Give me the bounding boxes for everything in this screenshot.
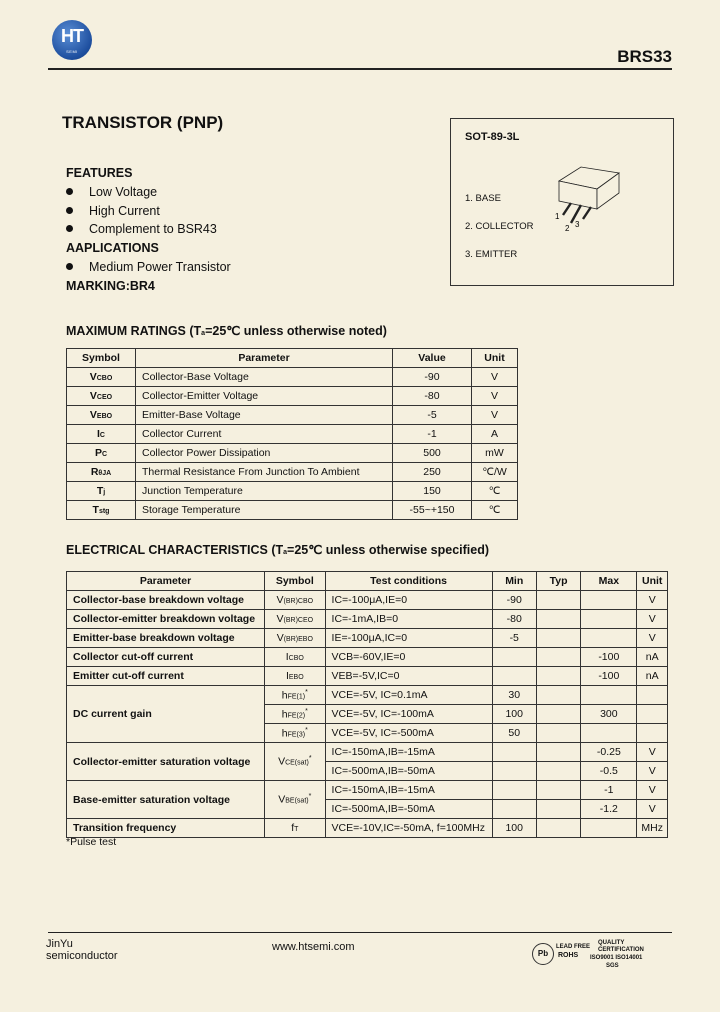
typ-cell <box>536 705 580 724</box>
min-cell: -90 <box>492 591 536 610</box>
unit-cell <box>637 686 668 705</box>
table-row <box>67 501 518 520</box>
typ-cell <box>536 781 580 800</box>
parameter-cell: Emitter-Base Voltage <box>136 406 393 425</box>
min-cell: -5 <box>492 629 536 648</box>
parameter-cell: Collector-Base Voltage <box>136 368 393 387</box>
table-row <box>67 686 668 705</box>
max-cell <box>581 591 637 610</box>
table-row <box>67 425 518 444</box>
leadfree-badge-icon: Pb <box>532 943 554 965</box>
table-row <box>67 406 518 425</box>
parameter-cell: Thermal Resistance From Junction To Ambient <box>136 463 393 482</box>
max-cell: -100 <box>581 667 637 686</box>
symbol-cell: VEBO <box>67 406 136 425</box>
footer-divider <box>48 932 672 933</box>
features-heading: FEATURES <box>66 166 133 180</box>
logo-subtext: SEMI <box>66 49 78 54</box>
parameter-cell: Emitter cut-off current <box>67 667 265 686</box>
feature-item: Low Voltage <box>66 185 157 199</box>
table-row <box>67 482 518 501</box>
table-row <box>67 743 668 762</box>
unit-cell: nA <box>637 667 668 686</box>
cert-iso: ISO9001 ISO14001 <box>590 955 643 961</box>
parameter-cell: Transition frequency <box>67 819 265 838</box>
condition-cell: VCE=-10V,IC=-50mA, f=100MHz <box>325 819 492 838</box>
applications-heading: AAPLICATIONS <box>66 241 159 255</box>
min-cell <box>492 781 536 800</box>
unit-cell: MHz <box>637 819 668 838</box>
max-cell: -0.5 <box>581 762 637 781</box>
parameter-cell: DC current gain <box>67 686 265 743</box>
table-row <box>67 781 668 800</box>
pulse-note: *Pulse test <box>66 836 117 848</box>
symbol-cell: hFE(1)* <box>265 686 325 705</box>
unit-cell <box>637 705 668 724</box>
value-cell: -1 <box>393 425 472 444</box>
unit-cell: ℃ <box>472 501 518 520</box>
symbol-cell: IC <box>67 425 136 444</box>
condition-cell: VEB=-5V,IC=0 <box>325 667 492 686</box>
package-drawing <box>541 159 671 239</box>
typ-cell <box>536 762 580 781</box>
table-row <box>67 819 668 838</box>
table-row <box>67 387 518 406</box>
elec-heading: ELECTRICAL CHARACTERISTICS (Ta=25℃ unless otherwise specified) <box>66 543 490 557</box>
typ-cell <box>536 667 580 686</box>
condition-cell: VCE=-5V, IC=-100mA <box>325 705 492 724</box>
min-cell <box>492 667 536 686</box>
parameter-cell: Collector-base breakdown voltage <box>67 591 265 610</box>
pin-number: 3 <box>575 220 580 229</box>
symbol-cell: PC <box>67 444 136 463</box>
company-logo <box>52 20 92 60</box>
pin-label: 1. BASE <box>465 193 501 204</box>
part-number: BRS33 <box>617 47 672 66</box>
max-cell: -1.2 <box>581 800 637 819</box>
max-cell <box>581 610 637 629</box>
typ-cell <box>536 629 580 648</box>
parameter-cell: Collector Current <box>136 425 393 444</box>
cert-sgs: SGS <box>606 963 619 969</box>
typ-cell <box>536 648 580 667</box>
symbol-cell: hFE(3)* <box>265 724 325 743</box>
min-cell: 30 <box>492 686 536 705</box>
unit-cell: V <box>472 368 518 387</box>
unit-cell: V <box>637 591 668 610</box>
unit-cell: V <box>472 387 518 406</box>
table-row <box>67 629 668 648</box>
max-cell <box>581 819 637 838</box>
pin-number: 2 <box>565 224 570 233</box>
parameter-cell: Base-emitter saturation voltage <box>67 781 265 819</box>
max-cell <box>581 724 637 743</box>
unit-cell: A <box>472 425 518 444</box>
condition-cell: IC=-150mA,IB=-15mA <box>325 781 492 800</box>
min-cell <box>492 648 536 667</box>
min-cell: 100 <box>492 819 536 838</box>
typ-cell <box>536 610 580 629</box>
unit-cell: V <box>637 800 668 819</box>
condition-cell: VCE=-5V, IC=0.1mA <box>325 686 492 705</box>
max-ratings-heading: MAXIMUM RATINGS (Ta=25℃ unless otherwise noted) <box>66 324 387 338</box>
condition-cell: VCB=-60V,IE=0 <box>325 648 492 667</box>
max-cell <box>581 686 637 705</box>
symbol-cell: VCEO <box>67 387 136 406</box>
min-cell: 100 <box>492 705 536 724</box>
parameter-cell: Collector-Emitter Voltage <box>136 387 393 406</box>
parameter-cell: Collector cut-off current <box>67 648 265 667</box>
company-name-line1: JinYu <box>46 938 73 950</box>
feature-item: Complement to BSR43 <box>66 222 217 236</box>
min-cell <box>492 800 536 819</box>
condition-cell: VCE=-5V, IC=-500mA <box>325 724 492 743</box>
unit-cell: mW <box>472 444 518 463</box>
value-cell: -80 <box>393 387 472 406</box>
cert-quality: QUALITY CERTIFICATION <box>598 940 644 953</box>
typ-cell <box>536 743 580 762</box>
symbol-cell: V(BR)CBO <box>265 591 325 610</box>
unit-cell: ℃ <box>472 482 518 501</box>
parameter-cell: Collector-emitter breakdown voltage <box>67 610 265 629</box>
parameter-cell: Junction Temperature <box>136 482 393 501</box>
value-cell: -90 <box>393 368 472 387</box>
condition-cell: IC=-150mA,IB=-15mA <box>325 743 492 762</box>
pin-number: 1 <box>555 212 560 221</box>
table-row <box>67 648 668 667</box>
unit-cell: V <box>472 406 518 425</box>
min-cell <box>492 762 536 781</box>
symbol-cell: hFE(2)* <box>265 705 325 724</box>
parameter-cell: Collector-emitter saturation voltage <box>67 743 265 781</box>
table-row <box>67 368 518 387</box>
symbol-cell: Tstg <box>67 501 136 520</box>
cert-rohs: ROHS <box>558 952 579 959</box>
symbol-cell: ICBO <box>265 648 325 667</box>
table-row <box>67 667 668 686</box>
symbol-cell: VBE(sat)* <box>265 781 325 819</box>
website-link[interactable]: www.htsemi.com <box>272 941 355 953</box>
condition-cell: IC=-1mA,IB=0 <box>325 610 492 629</box>
symbol-cell: V(BR)EBO <box>265 629 325 648</box>
max-ratings-table <box>66 348 518 520</box>
max-cell: -1 <box>581 781 637 800</box>
condition-cell: IE=-100μA,IC=0 <box>325 629 492 648</box>
feature-item: High Current <box>66 204 160 218</box>
package-box <box>450 118 674 286</box>
unit-cell: V <box>637 762 668 781</box>
condition-cell: IC=-100μA,IE=0 <box>325 591 492 610</box>
max-cell: -100 <box>581 648 637 667</box>
pin-label: 3. EMITTER <box>465 249 518 260</box>
min-cell: 50 <box>492 724 536 743</box>
table-header-row: Parameter Symbol Test conditions Min Typ Max Unit <box>67 572 668 591</box>
package-name: SOT-89-3L <box>465 131 520 143</box>
typ-cell <box>536 724 580 743</box>
typ-cell <box>536 686 580 705</box>
symbol-cell: V(BR)CEO <box>265 610 325 629</box>
symbol-cell: IEBO <box>265 667 325 686</box>
min-cell <box>492 743 536 762</box>
header-divider <box>48 68 672 70</box>
unit-cell: V <box>637 610 668 629</box>
electrical-characteristics-table <box>66 571 668 838</box>
parameter-cell: Collector Power Dissipation <box>136 444 393 463</box>
typ-cell <box>536 819 580 838</box>
table-row <box>67 444 518 463</box>
pin-label: 2. COLLECTOR <box>465 221 534 232</box>
unit-cell: nA <box>637 648 668 667</box>
table-header-row: Symbol Parameter Value Unit <box>67 349 518 368</box>
application-item: Medium Power Transistor <box>66 260 231 274</box>
typ-cell <box>536 800 580 819</box>
table-row <box>67 463 518 482</box>
condition-cell: IC=-500mA,IB=-50mA <box>325 800 492 819</box>
value-cell: 250 <box>393 463 472 482</box>
table-row <box>67 591 668 610</box>
value-cell: 150 <box>393 482 472 501</box>
symbol-cell: fT <box>265 819 325 838</box>
table-row <box>67 610 668 629</box>
unit-cell: V <box>637 629 668 648</box>
parameter-cell: Storage Temperature <box>136 501 393 520</box>
max-cell <box>581 629 637 648</box>
marking: MARKING:BR4 <box>66 279 155 293</box>
company-name-line2: semiconductor <box>46 950 118 962</box>
symbol-cell: RθJA <box>67 463 136 482</box>
unit-cell: ℃/W <box>472 463 518 482</box>
unit-cell: V <box>637 743 668 762</box>
value-cell: -55~+150 <box>393 501 472 520</box>
symbol-cell: Tj <box>67 482 136 501</box>
parameter-cell: Emitter-base breakdown voltage <box>67 629 265 648</box>
unit-cell: V <box>637 781 668 800</box>
page-title: TRANSISTOR (PNP) <box>62 113 224 132</box>
cert-leadfree: LEAD FREE <box>556 944 591 950</box>
symbol-cell: VCBO <box>67 368 136 387</box>
symbol-cell: VCE(sat)* <box>265 743 325 781</box>
unit-cell <box>637 724 668 743</box>
logo-text: HT <box>61 26 83 46</box>
max-cell: -0.25 <box>581 743 637 762</box>
value-cell: -5 <box>393 406 472 425</box>
condition-cell: IC=-500mA,IB=-50mA <box>325 762 492 781</box>
max-cell: 300 <box>581 705 637 724</box>
min-cell: -80 <box>492 610 536 629</box>
value-cell: 500 <box>393 444 472 463</box>
typ-cell <box>536 591 580 610</box>
